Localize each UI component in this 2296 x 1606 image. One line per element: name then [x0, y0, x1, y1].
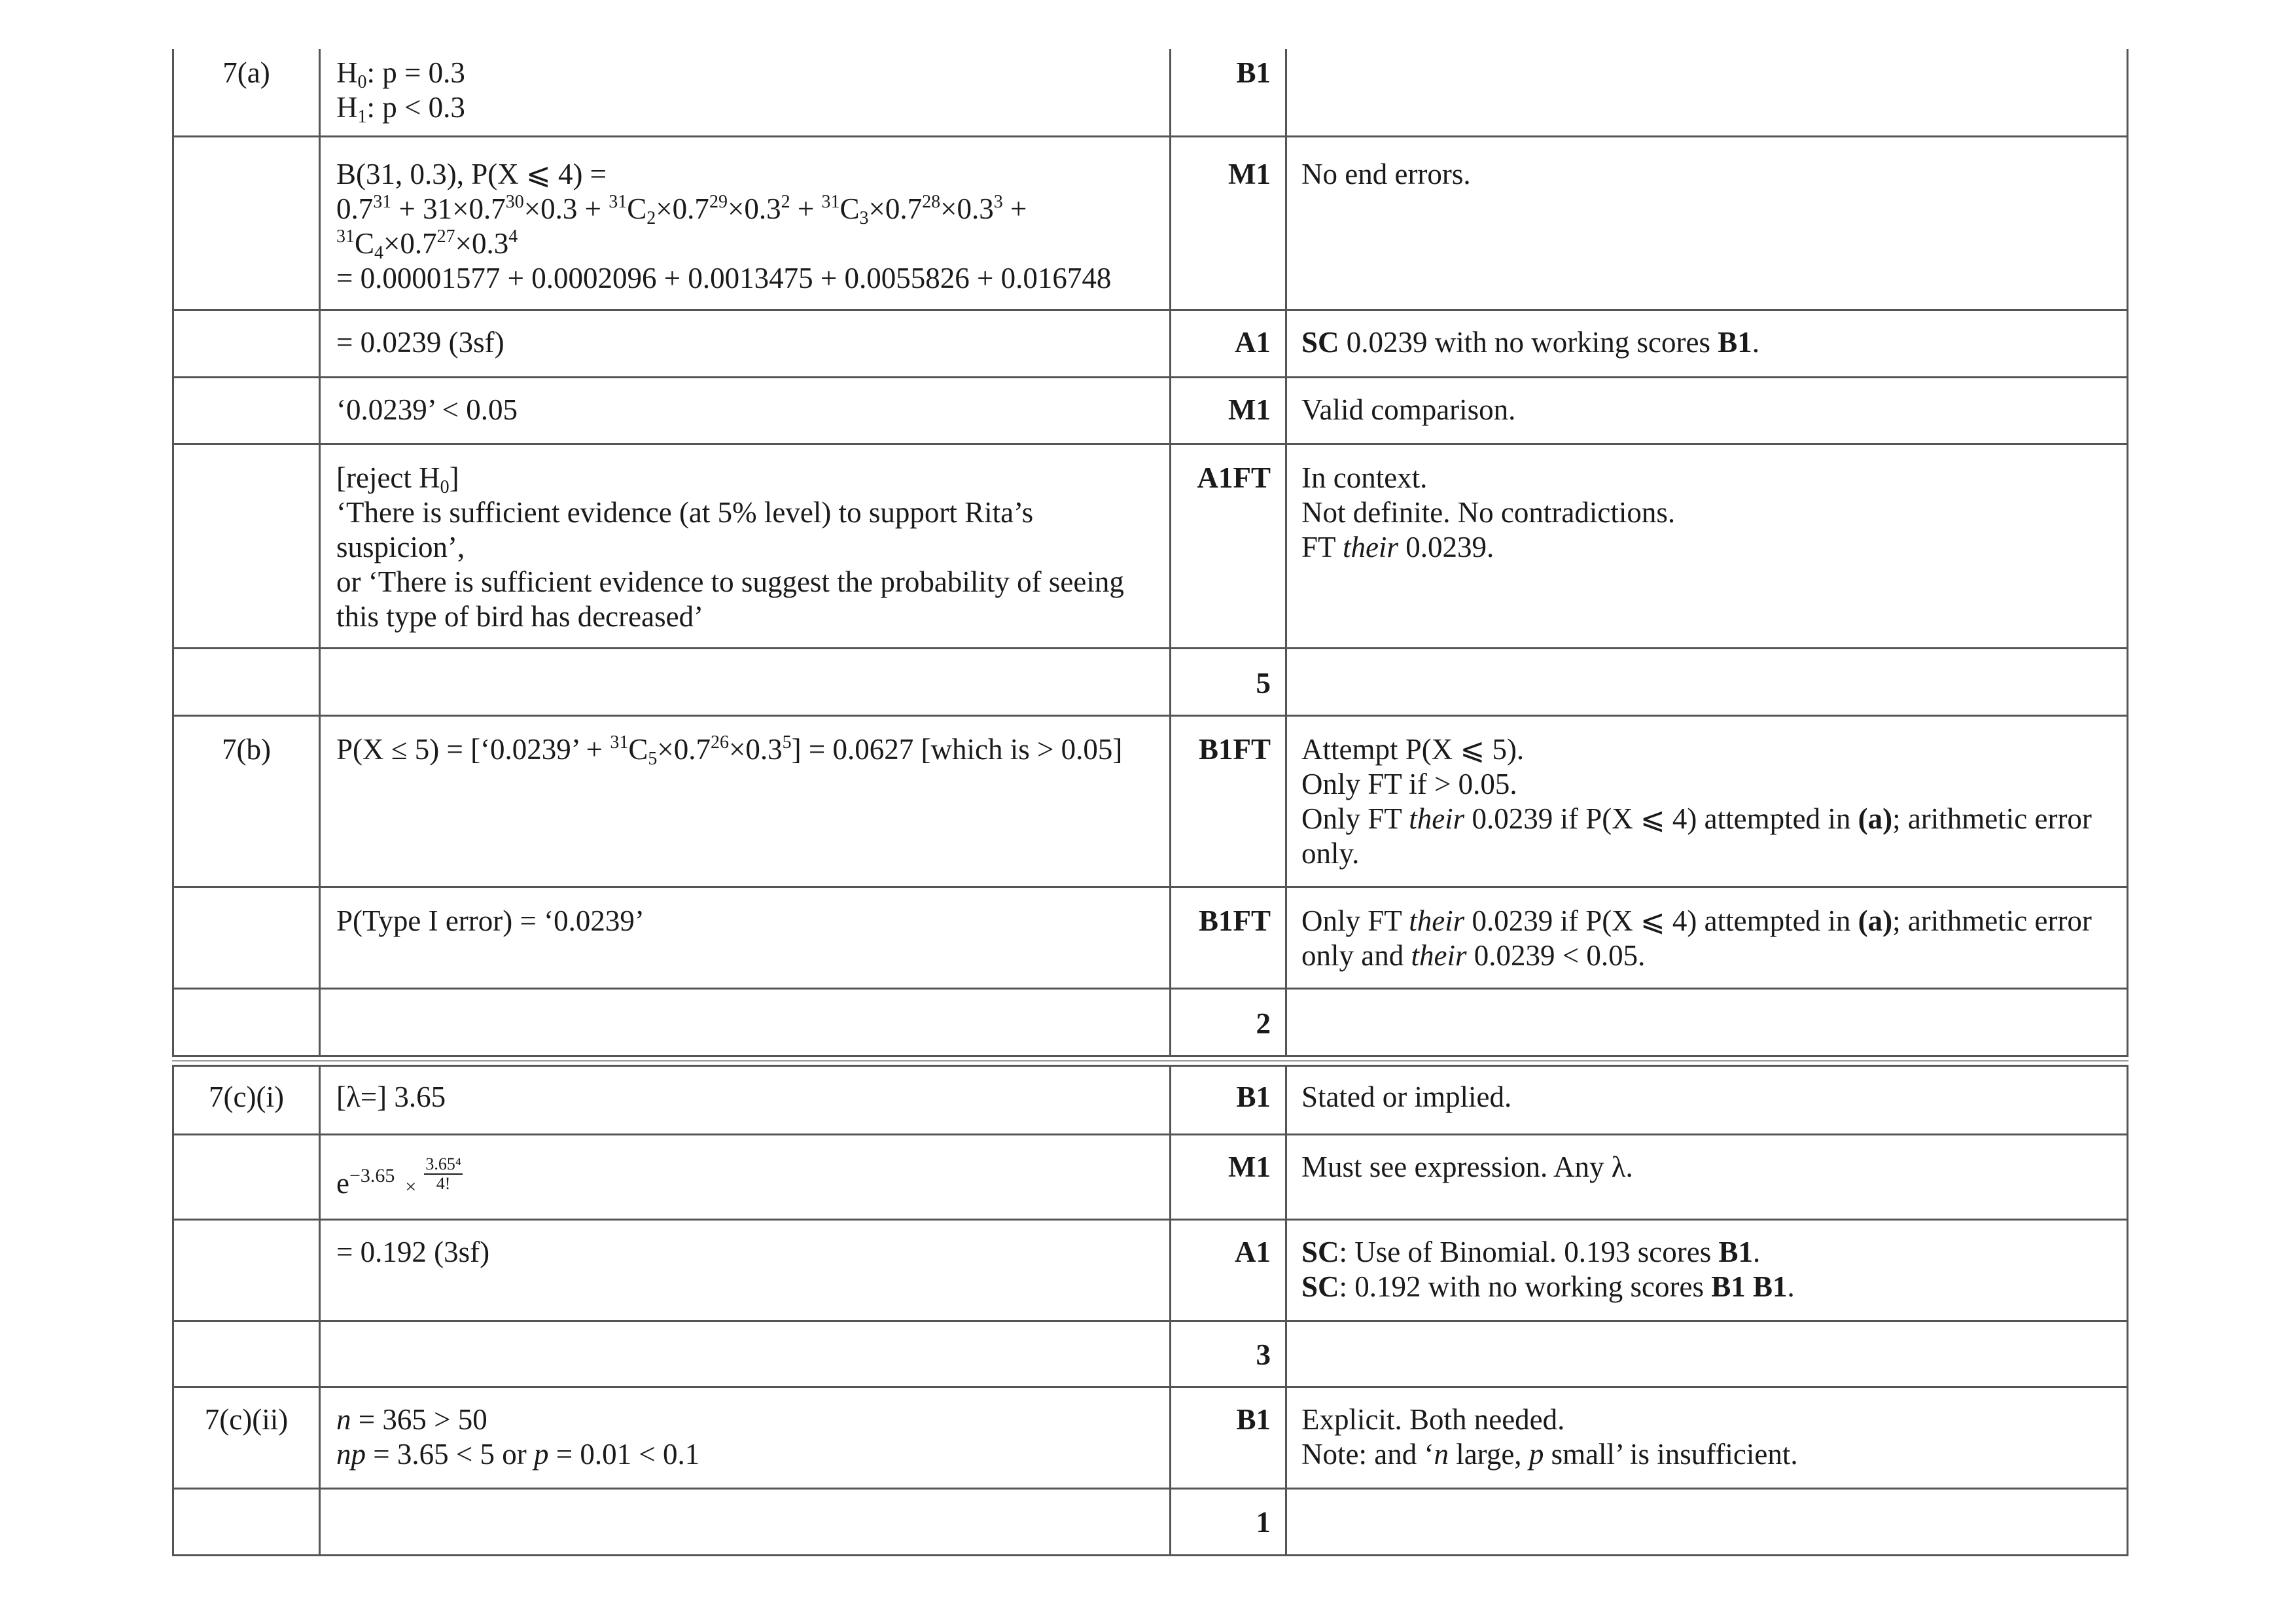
poisson-fraction: $\frac{\text{3.65⁴}}{4!}$	[425, 1154, 461, 1193]
row-7a-comparison	[172, 378, 2128, 445]
answer-cell	[319, 1322, 1169, 1386]
mark-code: M1	[1169, 137, 1285, 309]
guidance-cell: Explicit. Both needed. Note: and ‘n large, p small’ is insufficient.	[1285, 1388, 2128, 1488]
guidance-cell	[1285, 1322, 2128, 1386]
question-number-empty	[172, 311, 319, 376]
mark-code: B1	[1169, 1067, 1285, 1133]
mark-code: B1	[1169, 49, 1285, 135]
question-number-empty	[172, 1135, 319, 1219]
row-7a-binomial-working	[172, 137, 2128, 311]
row-7ci-total	[172, 1322, 2128, 1388]
total-marks: 2	[1169, 990, 1285, 1055]
row-7ci-answer	[172, 1221, 2128, 1322]
question-number-empty	[172, 1490, 319, 1554]
guidance-cell	[1285, 49, 2128, 135]
alternative-hypothesis: : p < 0.3	[366, 91, 465, 124]
guidance-cell: SC 0.0239 with no working scores B1.	[1285, 311, 2128, 376]
guidance-cell: SC: Use of Binomial. 0.193 scores B1. SC: 0.192 with no working scores B1 B1.	[1285, 1221, 2128, 1320]
question-number-empty	[172, 378, 319, 443]
question-number-empty	[172, 990, 319, 1055]
question-number: 7(c)(i)	[172, 1067, 319, 1133]
row-7b-type-one-error	[172, 888, 2128, 990]
question-number-empty	[172, 649, 319, 715]
mark-code: B1FT	[1169, 888, 1285, 988]
guidance-cell	[1285, 649, 2128, 715]
mark-scheme-table	[172, 49, 2128, 1558]
guidance-cell: In context. Not definite. No contradictions. FT their 0.0239.	[1285, 445, 2128, 647]
guidance-cell	[1285, 1490, 2128, 1554]
answer-cell: n = 365 > 50 np = 3.65 < 5 or p = 0.01 < 0.1	[319, 1388, 1169, 1488]
mark-code: B1FT	[1169, 717, 1285, 886]
row-7a-probability-answer	[172, 311, 2128, 378]
answer-cell: ‘0.0239’ < 0.05	[319, 378, 1169, 443]
question-number-empty	[172, 1221, 319, 1320]
guidance-cell	[1285, 990, 2128, 1055]
row-7b-probability	[172, 717, 2128, 888]
answer-cell: [reject $H_0$] ‘There is sufficient evidence (at 5% level) to support Rita’s suspicion’, or ‘There is sufficient evidence to suggest the probability of seeing this type of bird has decreased’	[319, 445, 1169, 647]
null-hypothesis: : p = 0.3	[366, 56, 465, 89]
mark-code: B1	[1169, 1388, 1285, 1488]
answer-cell: = 0.192 (3sf)	[319, 1221, 1169, 1320]
question-number-empty	[172, 137, 319, 309]
guidance-cell: Must see expression. Any λ.	[1285, 1135, 2128, 1219]
question-number: 7(a)	[172, 49, 319, 135]
guidance-cell: Only FT their 0.0239 if P(X ⩽ 4) attempted in (a); arithmetic error only and their 0.0239 < 0.05.	[1285, 888, 2128, 988]
question-number: 7(b)	[172, 717, 319, 886]
answer-cell: $e^{-3.65}\times$ $\frac{\text{3.65⁴}}{4!}$	[319, 1135, 1169, 1219]
section-divider	[172, 1055, 2128, 1067]
guidance-cell: Valid comparison.	[1285, 378, 2128, 443]
mark-code: A1FT	[1169, 445, 1285, 647]
answer-cell: P(X ≤ 5) = [‘0.0239’ + $^{31}C_5\times 0.7^{26}\times 0.3^5] = 0.0627$ [which is > 0.05]	[319, 717, 1169, 886]
answer-cell: P(Type I error) = ‘0.0239’	[319, 888, 1169, 988]
question-number: 7(c)(ii)	[172, 1388, 319, 1488]
mark-code: A1	[1169, 311, 1285, 376]
answer-cell: B(31, 0.3), P(X ⩽ 4) = $0.7^{31} + 31\times 0.7^{30}\times 0.3 + ^{31}C_2\times 0.7^{29}\times 0.3^2 + ^{31}C_3\times 0.7^{28}\times 0.3^3$ + $^{31}C_4\times 0.7^{27}\times 0.3^4$ = 0.00001577 + 0.0002096 + 0.0013475 + 0.0055826 + 0.016748	[319, 137, 1169, 309]
mark-code: M1	[1169, 378, 1285, 443]
row-7ci-expression	[172, 1135, 2128, 1221]
row-7cii-conditions	[172, 1388, 2128, 1490]
row-7a-conclusion	[172, 445, 2128, 649]
answer-cell	[319, 1490, 1169, 1554]
mark-code: M1	[1169, 1135, 1285, 1219]
guidance-cell: No end errors.	[1285, 137, 2128, 309]
row-7a-hypotheses	[172, 49, 2128, 137]
question-number-empty	[172, 1322, 319, 1386]
answer-cell: $H_0$: p = 0.3 $H_1$: p < 0.3	[319, 49, 1169, 135]
mark-code: A1	[1169, 1221, 1285, 1320]
answer-cell	[319, 649, 1169, 715]
question-number-empty	[172, 888, 319, 988]
answer-cell: [λ=] 3.65	[319, 1067, 1169, 1133]
guidance-cell: Stated or implied.	[1285, 1067, 2128, 1133]
total-marks: 3	[1169, 1322, 1285, 1386]
question-number-empty	[172, 445, 319, 647]
total-marks: 5	[1169, 649, 1285, 715]
row-7b-total	[172, 990, 2128, 1055]
row-7ci-lambda	[172, 1067, 2128, 1135]
answer-cell: = 0.0239 (3sf)	[319, 311, 1169, 376]
guidance-cell: Attempt P(X ⩽ 5). Only FT if > 0.05. Only FT their 0.0239 if P(X ⩽ 4) attempted in (a); arithmetic error only.	[1285, 717, 2128, 886]
total-marks: 1	[1169, 1490, 1285, 1554]
row-7a-total	[172, 649, 2128, 717]
row-7cii-total	[172, 1490, 2128, 1556]
answer-cell	[319, 990, 1169, 1055]
